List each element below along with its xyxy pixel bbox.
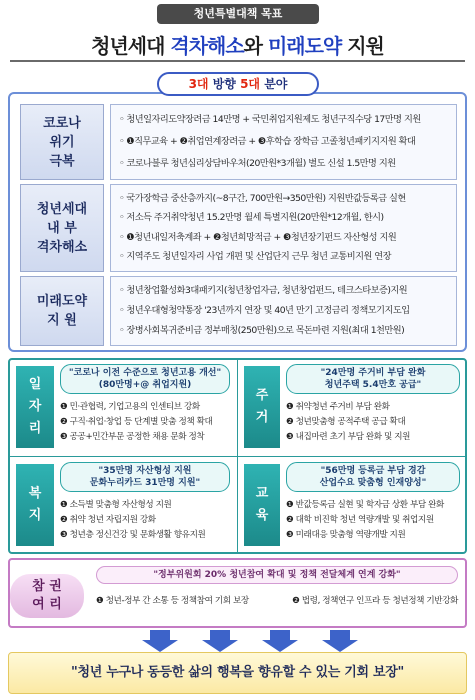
gap-items bbox=[110, 184, 457, 272]
banner-education: "56만명 등록금 부담 경감 산업수요 맞춤형 인재양성" bbox=[286, 462, 460, 492]
banner-welfare: "35만명 자산형성 지원 문화누리카드 31만명 지원" bbox=[60, 462, 230, 492]
list-item: ❷ 청년맞춤형 공적주택 공급 확대 bbox=[286, 417, 406, 427]
list-item: ❷ 구직·취업·창업 등 단계별 맞춤 정책 확대 bbox=[60, 417, 213, 427]
future-items bbox=[110, 276, 457, 346]
title-part2: 와 bbox=[243, 34, 268, 58]
tag-welfare: 복 지 bbox=[16, 464, 54, 546]
banner-job: "코로나 이전 수준으로 청년고용 개선" (80만명+@ 취업지원) bbox=[60, 364, 230, 394]
category-line: 청년세대 bbox=[36, 201, 88, 217]
list-item: ◦ ❶직무교육 + ❷취업연계장려금 + ❸후학습 장학금 고졸청년패키지지원 확대 bbox=[119, 136, 416, 147]
tag-education: 교 육 bbox=[244, 464, 280, 546]
category-gap bbox=[20, 184, 104, 272]
list-item: ◦ 저소득 주거취약청년 15.2만명 월세 특별지원(20만원*12개월, 한시) bbox=[119, 212, 384, 224]
down-arrow-icon bbox=[320, 630, 360, 652]
list-item: ❸ 청년층 정신건강 및 문화생활 향유지원 bbox=[60, 530, 206, 540]
category-line: 내 부 bbox=[47, 220, 77, 236]
list-item: ❸ 공공+민간부문 공정한 채용 문화 정착 bbox=[60, 432, 205, 442]
direction-text-1: 방향 bbox=[208, 77, 241, 91]
list-item: ◦ 청년창업활성화3대패키지(청년창업자금, 청년창업펀드, 테크스타보증)지원 bbox=[119, 285, 408, 296]
direction-text-2: 분야 bbox=[260, 77, 288, 91]
category-line: 지 원 bbox=[47, 313, 77, 328]
items-housing bbox=[286, 400, 410, 445]
page-title bbox=[0, 30, 475, 59]
down-arrow-icon bbox=[140, 630, 180, 652]
areas-divider-h bbox=[10, 456, 465, 457]
down-arrows bbox=[0, 630, 475, 652]
title-highlight-1: 격차해소 bbox=[170, 34, 244, 58]
header-tab: 청년특별대책 목표 bbox=[157, 4, 319, 24]
items-welfare bbox=[60, 498, 205, 543]
corona-items bbox=[110, 104, 457, 180]
category-corona bbox=[20, 104, 104, 180]
list-item: ◦ ❶청년내일저축계좌 + ❷청년희망적금 + ❸청년장기펀드 자산형성 지원 bbox=[119, 231, 397, 243]
row-future bbox=[20, 276, 457, 346]
list-item: ◦ 지역주도 청년일자리 사업 개편 및 산업단지 근무 청년 교통비지원 연장 bbox=[119, 251, 392, 263]
title-highlight-2: 미래도약 bbox=[267, 34, 342, 58]
items-education bbox=[286, 498, 444, 543]
list-item: ◦ 코로나블루 청년심리상담바우처(20만원*3개월) 별도 신설 1.5만명 지원 bbox=[119, 158, 396, 169]
list-item: ❷ 법령, 정책연구 인프라 등 청년정책 기반강화 bbox=[292, 596, 458, 606]
list-item: ❶ 청년-정부 간 소통 등 정책참여 기회 보장 bbox=[96, 596, 249, 606]
direction-count-2: 5대 bbox=[240, 77, 261, 91]
list-item: ❶ 소득별 맞춤형 자산형성 지원 bbox=[60, 500, 172, 510]
category-line: 미래도약 bbox=[36, 294, 88, 309]
category-future bbox=[20, 276, 104, 346]
row-gap bbox=[20, 184, 457, 272]
direction-count-1: 3대 bbox=[188, 77, 209, 91]
list-item: ❶ 반값등록금 실현 및 학자금 상환 부담 완화 bbox=[286, 500, 444, 510]
list-item: ❸ 내집마련 초기 부담 완화 및 지원 bbox=[286, 432, 411, 442]
tag-job: 일 자 리 bbox=[16, 366, 54, 448]
direction-tab bbox=[157, 72, 319, 96]
list-item: ◦ 청년우대형청약통장 '23년까지 연장 및 40년 만기 고정금리 정책모기지도입 bbox=[119, 305, 410, 316]
category-line: 위기 bbox=[49, 134, 75, 150]
category-line: 격차해소 bbox=[36, 239, 88, 255]
items-participation bbox=[96, 594, 458, 606]
category-line: 코로나 bbox=[43, 115, 81, 131]
items-job bbox=[60, 400, 212, 445]
list-item: ◦ 청년일자리도약장려금 14만명 + 국민취업지원제도 청년구직수당 17만명 지원 bbox=[119, 114, 421, 125]
banner-housing: "24만명 주거비 부담 완화 청년주택 5.4만호 공급" bbox=[286, 364, 460, 394]
title-divider bbox=[10, 60, 465, 62]
down-arrow-icon bbox=[260, 630, 300, 652]
tag-housing: 주 거 bbox=[244, 366, 280, 448]
tag-participation: 참 권 여 리 bbox=[10, 574, 84, 618]
list-item: ❶ 민·관협력, 기업고용의 인센티브 강화 bbox=[60, 402, 200, 412]
down-arrow-icon bbox=[200, 630, 240, 652]
category-line: 극복 bbox=[49, 153, 75, 169]
row-corona bbox=[20, 104, 457, 180]
list-item: ◦ 국가장학금 중산층까지(~8구간, 700만원→350만원) 지원반값등록금 실현 bbox=[119, 192, 406, 204]
banner-participation: "정부위원회 20% 청년참여 확대 및 정책 전달체계 연계 강화" bbox=[96, 566, 458, 584]
title-part3: 지원 bbox=[341, 34, 384, 58]
list-item: ❷ 대학 비진학 청년 역량개발 및 취업지원 bbox=[286, 515, 434, 525]
list-item: ❸ 미래대응 맞춤형 역량개발 지원 bbox=[286, 530, 406, 540]
footer-slogan: "청년 누구나 동등한 삶의 행복을 향유할 수 있는 기회 보장" bbox=[8, 652, 467, 694]
list-item: ◦ 장병사회복귀준비금 정부매칭(250만원)으로 목돈마련 지원(최대 1천만원) bbox=[119, 325, 405, 336]
list-item: ❶ 취약청년 주거비 부담 완화 bbox=[286, 402, 390, 412]
list-item: ❷ 취약 청년 자립지원 강화 bbox=[60, 515, 156, 525]
title-part1: 청년세대 bbox=[91, 34, 171, 58]
